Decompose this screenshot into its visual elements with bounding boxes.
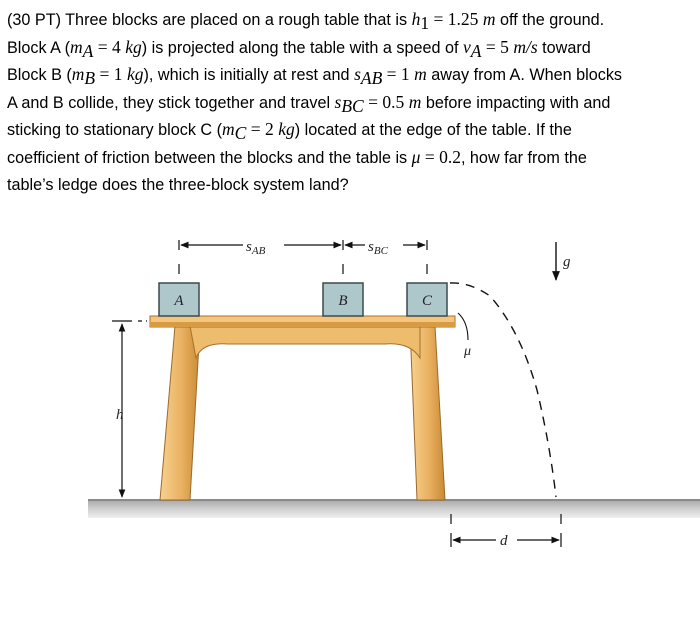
text: Block A ( [7, 38, 70, 57]
sub: 1 [420, 13, 430, 34]
eq: = [93, 36, 112, 57]
eq: = [429, 9, 448, 29]
block-c-label: C [421, 293, 433, 309]
trajectory [450, 283, 556, 497]
tabletop [150, 316, 455, 327]
text: sticking to stationary block C ( [7, 121, 223, 140]
unit: kg [125, 36, 142, 57]
text: coefficient of friction between the blocks and the table is [7, 148, 412, 167]
eq: = [481, 36, 501, 57]
dimension-sbc-label: $s_{BC}$ [368, 239, 388, 257]
text: before impacting with and [421, 93, 611, 112]
text: (30 PT) Three blocks are placed on a rough table that is [7, 11, 412, 29]
unit: kg [127, 64, 144, 85]
eq: = [246, 119, 265, 140]
table-apron [190, 326, 420, 358]
eq: = [363, 91, 383, 112]
block-b-label: B [338, 293, 348, 309]
value-mb: 1 [113, 64, 123, 85]
text: table’s ledge does the three-block system land? [7, 175, 349, 194]
text: off the ground. [495, 11, 605, 29]
var-m: m [222, 119, 235, 140]
unit: m/s [513, 36, 538, 57]
text: Block B ( [7, 66, 72, 85]
eq: = [420, 146, 440, 167]
unit: m [414, 64, 427, 85]
sub: B [84, 68, 96, 89]
gravity-label: g [563, 254, 571, 270]
sub: C [234, 123, 247, 144]
sub: A [82, 40, 94, 61]
friction-pointer [458, 313, 468, 340]
floor [88, 500, 700, 518]
unit: m [408, 91, 422, 112]
text: ) located at the edge of the table. If the [294, 121, 572, 140]
eq: = [95, 64, 114, 85]
landing-distance-label: d [500, 533, 508, 549]
var-h: h [411, 9, 421, 29]
unit: kg [278, 119, 295, 140]
value-ma: 4 [111, 36, 121, 57]
text: ), which is initially at rest and [143, 66, 355, 85]
value-sab: 1 [400, 64, 410, 85]
var-v: v [463, 36, 471, 57]
value-mc: 2 [264, 119, 274, 140]
value-mu: 0.2 [439, 146, 461, 167]
block-b [323, 283, 363, 316]
value-va: 5 [500, 36, 509, 57]
sub: BC [341, 96, 364, 117]
text: toward [537, 38, 591, 57]
block-c [407, 283, 447, 316]
text: , how far from the [460, 148, 587, 167]
var-mu: μ [411, 146, 421, 167]
height-label: h [116, 407, 124, 423]
var-m: m [69, 36, 83, 57]
table-leg-left [160, 326, 200, 500]
var-s: s [334, 91, 342, 112]
var-s: s [354, 64, 361, 85]
text: away from A. When blocks [426, 66, 623, 85]
block-a [159, 283, 199, 316]
value-sbc: 0.5 [382, 91, 405, 112]
block-a-label: A [174, 293, 184, 309]
sub: AB [360, 68, 383, 89]
dimension-sab-label: $s_{AB}$ [246, 239, 266, 257]
value-h1: 1.25 [447, 9, 479, 29]
text: ) is projected along the table with a speed of [141, 38, 463, 57]
friction-label: μ [464, 344, 472, 359]
eq: = [382, 64, 401, 85]
var-m: m [71, 64, 85, 85]
text: A and B collide, they stick together and travel [7, 93, 335, 112]
sub: A [470, 40, 482, 61]
unit: m [482, 9, 496, 29]
